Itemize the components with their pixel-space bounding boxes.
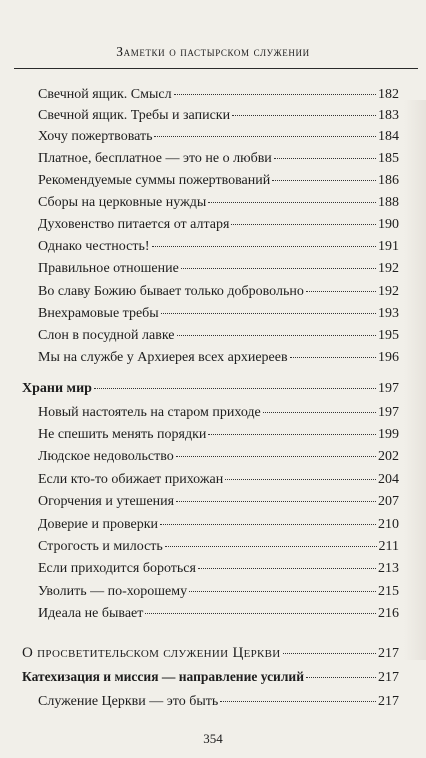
toc-entry: Идеала не бывает 216 xyxy=(38,606,399,621)
toc-entry: Если приходится бороться 213 xyxy=(38,561,399,576)
header-rule xyxy=(14,68,418,69)
toc-entry: Духовенство питается от алтаря 190 xyxy=(38,217,399,232)
toc-entry: Новый настоятель на старом приходе 197 xyxy=(38,405,399,420)
toc-entry: Сборы на церковные нужды 188 xyxy=(38,195,399,210)
toc-entry: Мы на службе у Архиерея всех архиереев 196 xyxy=(38,350,399,365)
toc-entry: Свечной ящик. Требы и записки 183 xyxy=(38,108,399,123)
toc-entry: Правильное отношение 192 xyxy=(38,261,399,276)
toc-entry: Строгость и милость 211 xyxy=(38,539,399,554)
page-bleed-shadow xyxy=(404,100,426,660)
toc-entry: Людское недовольство 202 xyxy=(38,449,399,464)
running-header: Заметки о пастырском служении xyxy=(116,44,310,59)
toc-entry: Если кто-то обижает прихожан 204 xyxy=(38,472,399,487)
toc-part: О просветительском служении Церкви 217 xyxy=(22,645,399,661)
toc-section: Катехизация и миссия — направление усилий 217 xyxy=(22,669,399,685)
toc-section: Храни мир 197 xyxy=(22,381,399,396)
toc-entry: Рекомендуемые суммы пожертвований 186 xyxy=(38,173,399,188)
toc-entry: Во славу Божию бывает только добровольно 192 xyxy=(38,284,399,299)
toc-entry: Уволить — по-хорошему 215 xyxy=(38,584,399,599)
toc-entry: Однако честность! 191 xyxy=(38,239,399,254)
toc-entry: Служение Церкви — это быть 217 xyxy=(38,694,399,709)
page-number: 354 xyxy=(203,731,223,746)
toc-entry: Доверие и проверки 210 xyxy=(38,517,399,532)
toc-entry: Слон в посудной лавке 195 xyxy=(38,328,399,343)
toc-entry: Свечной ящик. Смысл 182 xyxy=(38,87,399,102)
toc-entry: Внехрамовые требы 193 xyxy=(38,306,399,321)
toc-entry: Хочу пожертвовать 184 xyxy=(38,129,399,144)
toc-entry: Огорчения и утешения 207 xyxy=(38,494,399,509)
toc-entry: Платное, бесплатное — это не о любви 185 xyxy=(38,151,399,166)
toc-entry: Не спешить менять порядки 199 xyxy=(38,427,399,442)
